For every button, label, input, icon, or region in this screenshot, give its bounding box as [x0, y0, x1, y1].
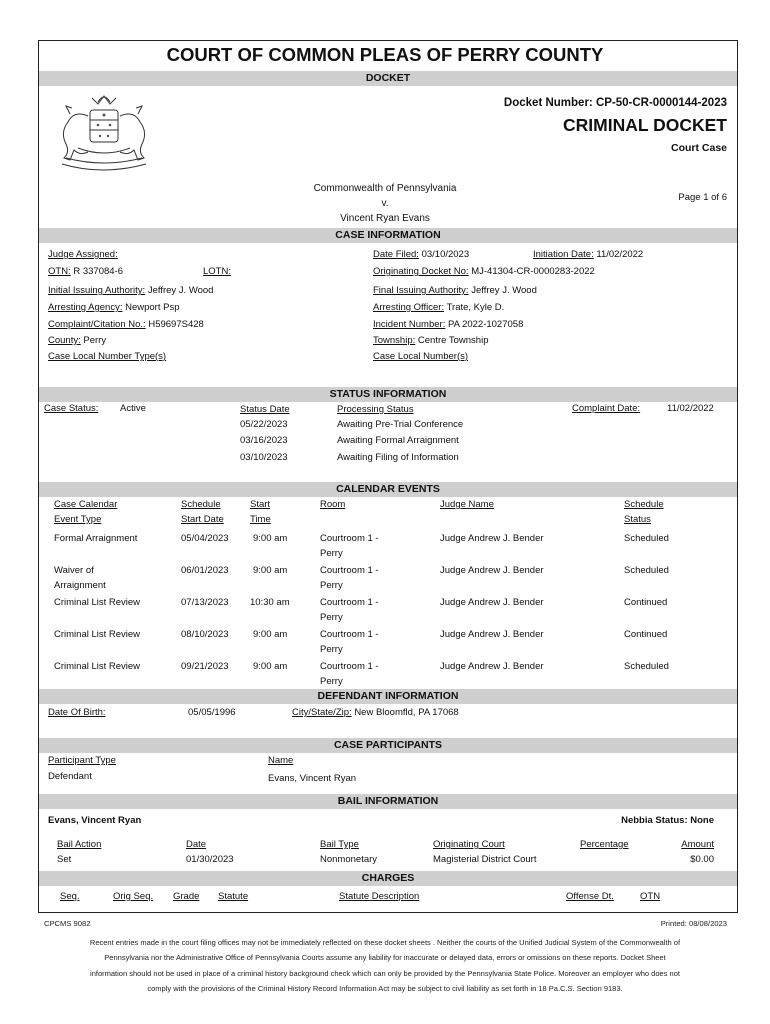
date-filed-label: Date Filed: [373, 249, 419, 260]
city-state-zip-label: City/State/Zip: [292, 707, 352, 718]
court-case-label: Court Case [670, 142, 727, 154]
cal-header-judge: Judge Name [440, 499, 494, 510]
county-value: Perry [83, 335, 107, 346]
bail-type-value: Nonmonetary [320, 854, 378, 865]
local-numbers-label: Case Local Number(s) [373, 351, 469, 362]
cal-header-room: Room [320, 499, 346, 510]
otn-label: OTN: [48, 266, 71, 277]
arresting-agency-label: Arresting Agency: [48, 302, 123, 313]
docket-number: Docket Number: CP-50-CR-0000144-2023 [503, 97, 727, 109]
cal-event-1: Formal Arraignment [54, 533, 138, 544]
bail-court-value: Magisterial District Court [433, 854, 537, 865]
cal-time-2: 9:00 am [253, 565, 288, 576]
cal-room-2b: Perry [320, 580, 343, 591]
page-number: Page 1 of 6 [678, 192, 727, 203]
processing-status-2: Awaiting Formal Arraignment [337, 435, 459, 446]
participant-type-value: Defendant [48, 771, 92, 782]
cal-room-2a: Courtroom 1 - [320, 565, 379, 576]
cal-judge-1: Judge Andrew J. Bender [440, 533, 544, 544]
cal-room-1a: Courtroom 1 - [320, 533, 379, 544]
cal-status-2: Scheduled [624, 565, 669, 576]
bail-amount-header: Amount [681, 839, 714, 850]
court-title: COURT OF COMMON PLEAS OF PERRY COUNTY [166, 44, 604, 65]
cal-status-3: Continued [624, 597, 668, 608]
final-issuing-label: Final Issuing Authority: [373, 285, 469, 296]
initiation-date-value: 11/02/2022 [596, 249, 644, 260]
status-date-3: 03/10/2023 [240, 452, 288, 463]
dob-label: Date Of Birth: [48, 707, 106, 718]
case-status-value: Active [120, 403, 146, 414]
county-label: County: [48, 335, 81, 346]
pennsylvania-coat-of-arms [48, 88, 160, 176]
bail-information-band: BAIL INFORMATION [39, 794, 737, 809]
initial-issuing-label: Initial Issuing Authority: [48, 285, 146, 296]
caption-versus: v. [381, 198, 389, 209]
charges-band: CHARGES [39, 871, 737, 886]
cal-status-4: Continued [624, 629, 668, 640]
participant-name-value: Evans, Vincent Ryan [268, 773, 357, 784]
bail-amount-value: $0.00 [690, 854, 714, 865]
incident-number-value: PA 2022-1027058 [447, 319, 524, 330]
originating-docket-label: Originating Docket No: [373, 266, 469, 277]
cal-header-start2: Time [250, 514, 271, 525]
cal-header-event2: Event Type [54, 514, 102, 525]
cal-time-5: 9:00 am [253, 661, 288, 672]
cal-event-2b: Arraignment [54, 580, 106, 591]
defendant-information-band: DEFENDANT INFORMATION [39, 689, 737, 704]
dob-value: 05/05/1996 [188, 707, 236, 718]
lotn-label: LOTN: [203, 266, 231, 277]
status-date-2: 03/16/2023 [240, 435, 288, 446]
charges-orig-seq-header: Orig Seq. [113, 891, 154, 902]
status-information-band: STATUS INFORMATION [39, 387, 737, 402]
cal-room-4b: Perry [320, 644, 343, 655]
cal-room-5a: Courtroom 1 - [320, 661, 379, 672]
nebbia-status: Nebbia Status: None [621, 815, 714, 826]
calendar-events-band: CALENDAR EVENTS [39, 482, 737, 497]
arresting-officer-value: Trate, Kyle D. [446, 302, 505, 313]
cal-status-5: Scheduled [624, 661, 669, 672]
caption-defendant: Vincent Ryan Evans [340, 213, 430, 224]
cal-header-status2: Status [624, 514, 651, 525]
cal-room-3b: Perry [320, 612, 343, 623]
complaint-label: Complaint/Citation No.: [48, 319, 146, 330]
bail-action-header: Bail Action [57, 839, 102, 850]
township-label: Township: [373, 335, 416, 346]
processing-status-3: Awaiting Filing of Information [337, 452, 459, 463]
cal-date-5: 09/21/2023 [181, 661, 229, 672]
cal-event-2a: Waiver of [54, 565, 94, 576]
case-status-label: Case Status: [44, 403, 99, 414]
bail-type-header: Bail Type [320, 839, 359, 850]
cal-room-1b: Perry [320, 548, 343, 559]
township-value: Centre Township [417, 335, 489, 346]
cal-header-sched1: Schedule [181, 499, 221, 510]
cal-event-3: Criminal List Review [54, 597, 141, 608]
cal-date-2: 06/01/2023 [181, 565, 229, 576]
cal-time-4: 9:00 am [253, 629, 288, 640]
bail-date-header: Date [186, 839, 207, 850]
processing-status-1: Awaiting Pre-Trial Conference [337, 419, 464, 430]
case-participants-band: CASE PARTICIPANTS [39, 738, 737, 753]
cal-room-5b: Perry [320, 676, 343, 687]
cal-header-sched2: Start Date [181, 514, 224, 525]
complaint-value: H59697S428 [148, 319, 204, 330]
processing-status-header: Processing Status [337, 404, 414, 415]
cal-judge-5: Judge Andrew J. Bender [440, 661, 544, 672]
participant-type-header: Participant Type [48, 755, 116, 766]
cal-status-1: Scheduled [624, 533, 669, 544]
printed-date: Printed: 08/08/2023 [660, 919, 727, 928]
bail-date-value: 01/30/2023 [186, 854, 234, 865]
disclaimer-text: Recent entries made in the court filing offices may not be immediately reflected on these docket sheets . Neither the courts of the Unified Judicial System of the Commonwealth of Pennsylvania nor the Administrative Office of Pennsylvania Courts assume any liability for inaccurate or delayed data, errors or omissions on these reports. Docket Sheet information should not be used in place of a criminal history background check which can only be provided by the Pennsylvania State Police. Moreover an employer who does not comply with the provisions of the Criminal History Record Information Act may be subject to civil liability as set forth in 18 Pa.C.S. Section 9183. [89, 938, 681, 993]
cal-date-3: 07/13/2023 [181, 597, 229, 608]
cal-header-event1: Case Calendar [54, 499, 118, 510]
initiation-date-label: Initiation Date: [533, 249, 594, 260]
arresting-officer-label: Arresting Officer: [373, 302, 445, 313]
form-number: CPCMS 9082 [44, 919, 91, 928]
cal-room-3a: Courtroom 1 - [320, 597, 379, 608]
cal-time-1: 9:00 am [253, 533, 288, 544]
complaint-date-value: 11/02/2022 [667, 403, 714, 414]
charges-statute-header: Statute [218, 891, 249, 902]
cal-date-4: 08/10/2023 [181, 629, 229, 640]
bail-person: Evans, Vincent Ryan [48, 815, 142, 826]
otn-value: R 337084-6 [73, 266, 123, 277]
charges-description-header: Statute Description [339, 891, 420, 902]
bail-percentage-header: Percentage [580, 839, 629, 850]
local-number-type-label: Case Local Number Type(s) [48, 351, 167, 362]
charges-grade-header: Grade [173, 891, 200, 902]
cal-judge-3: Judge Andrew J. Bender [440, 597, 544, 608]
caption-plaintiff: Commonwealth of Pennsylvania [313, 183, 457, 194]
cal-date-1: 05/04/2023 [181, 533, 229, 544]
cal-judge-2: Judge Andrew J. Bender [440, 565, 544, 576]
bail-court-header: Originating Court [433, 839, 505, 850]
status-date-header: Status Date [240, 404, 290, 415]
city-state-zip-value: New Bloomfld, PA 17068 [354, 707, 459, 718]
docket-band: DOCKET [39, 71, 737, 86]
bail-action-value: Set [57, 854, 72, 865]
judge-assigned-label: Judge Assigned: [48, 249, 118, 260]
cal-header-start1: Start [250, 499, 271, 510]
cal-header-status1: Schedule [624, 499, 664, 510]
incident-number-label: Incident Number: [373, 319, 446, 330]
charges-offense-date-header: Offense Dt. [566, 891, 614, 902]
initial-issuing-value: Jeffrey J. Wood [147, 285, 214, 296]
case-information-band: CASE INFORMATION [39, 228, 737, 243]
cal-event-4: Criminal List Review [54, 629, 141, 640]
complaint-date-label: Complaint Date: [572, 403, 641, 414]
date-filed-value: 03/10/2023 [421, 249, 470, 260]
cal-judge-4: Judge Andrew J. Bender [440, 629, 544, 640]
docket-type: CRIMINAL DOCKET [563, 115, 727, 135]
status-date-1: 05/22/2023 [240, 419, 288, 430]
cal-room-4a: Courtroom 1 - [320, 629, 379, 640]
arresting-agency-value: Newport Psp [125, 302, 180, 313]
final-issuing-value: Jeffrey J. Wood [471, 285, 537, 296]
participant-name-header: Name [268, 755, 294, 766]
charges-seq-header: Seq. [60, 891, 80, 902]
cal-time-3: 10:30 am [250, 597, 290, 608]
charges-otn-header: OTN [640, 891, 661, 902]
originating-docket-value: MJ-41304-CR-0000283-2022 [471, 266, 595, 277]
cal-event-5: Criminal List Review [54, 661, 141, 672]
